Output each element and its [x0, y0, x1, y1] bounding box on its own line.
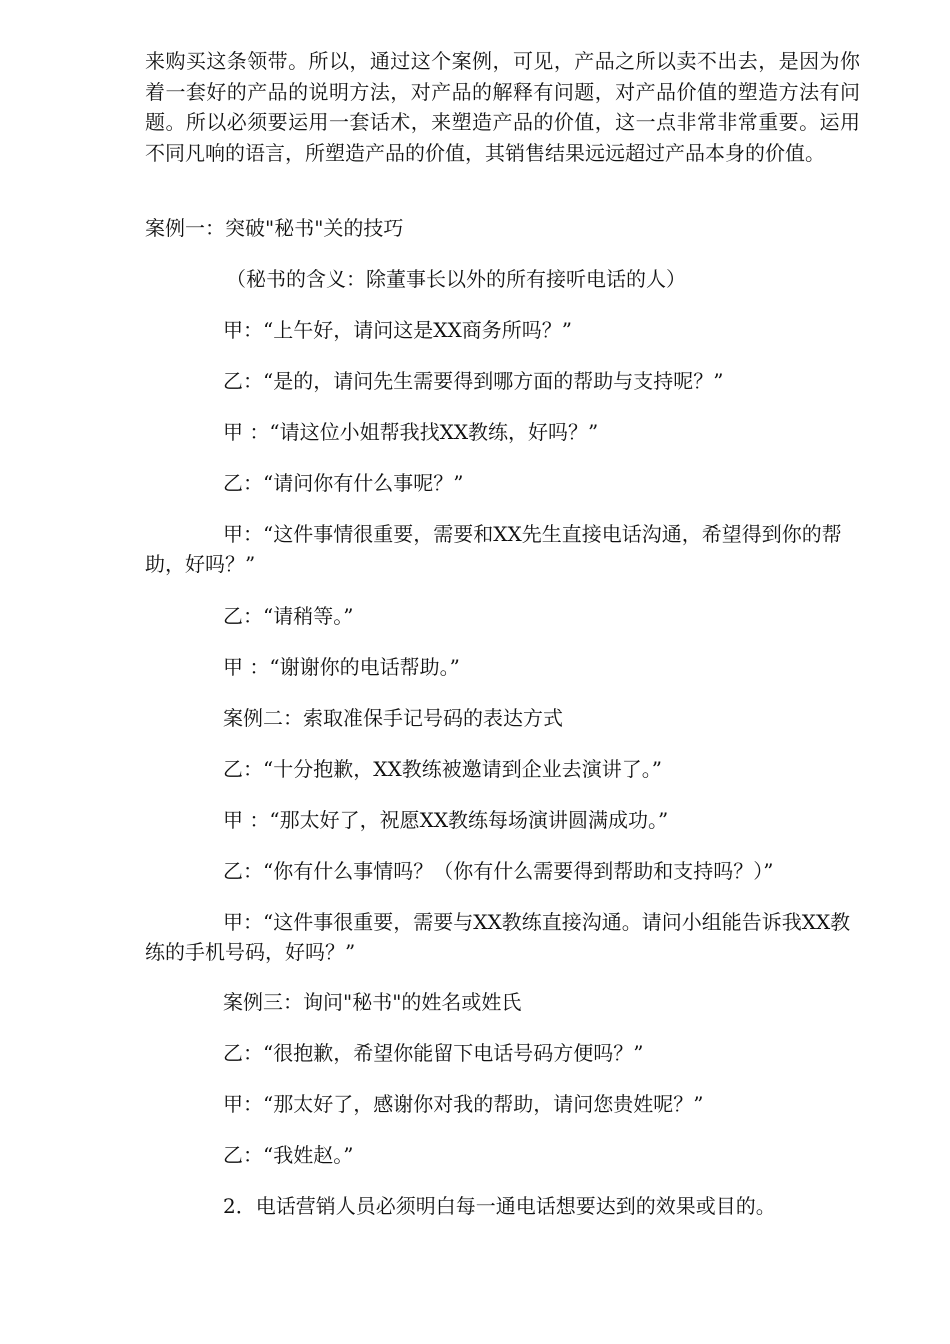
- dialogue-line: 甲 ：“请这位小姐帮我找XX教练，好吗？”: [223, 420, 599, 444]
- dialogue-line: 甲：“上午好，请问这是XX商务所吗？”: [223, 318, 572, 342]
- dialogue-line: 乙：“请问你有什么事呢？”: [223, 471, 464, 495]
- dialogue-line: 乙：“请稍等。”: [223, 604, 354, 628]
- dialogue-line: 乙：“你有什么事情吗？（你有什么需要得到帮助和支持吗？）”: [223, 859, 774, 883]
- case1-note: （秘书的含义：除董事长以外的所有接听电话的人）: [226, 267, 686, 291]
- dialogue-line: 乙：“我姓赵。”: [223, 1143, 354, 1167]
- dialogue-line: 乙：“是的，请问先生需要得到哪方面的帮助与支持呢？”: [223, 369, 724, 393]
- case1-title: 案例一：突破"秘书"关的技巧: [145, 216, 404, 240]
- case3-title: 案例三：询问"秘书"的姓名或姓氏: [223, 990, 522, 1014]
- point-2: 2．电话营销人员必须明白每一通电话想要达到的效果或目的。: [223, 1194, 776, 1218]
- intro-paragraph: 来购买这条领带。所以，通过这个案例，可见，产品之所以卖不出去，是因为你着一套好的产品的说明方法，对产品的解释有问题，对产品价值的塑造方法有问题。所以必须要运用一套话术，来塑造产品的价值，这一点非常非常重要。运用不同凡响的语言，所塑造产品的价值，其销售结果远远超过产品本身的价值。: [145, 49, 860, 165]
- case2-title: 案例二：索取准保手记号码的表达方式: [223, 706, 563, 730]
- dialogue-line: 乙：“很抱歉，希望你能留下电话号码方便吗？”: [223, 1041, 644, 1065]
- dialogue-line: 乙：“十分抱歉，XX教练被邀请到企业去演讲了。”: [223, 757, 662, 781]
- dialogue-line: 甲：“这件事很重要，需要与XX教练直接沟通。请问小组能告诉我XX教练的手机号码，好吗？”: [145, 910, 851, 964]
- dialogue-line: 甲 ：“谢谢你的电话帮助。”: [223, 655, 460, 679]
- dialogue-line: 甲 ：“那太好了，祝愿XX教练每场演讲圆满成功。”: [223, 808, 669, 832]
- dialogue-line: 甲：“那太好了，感谢你对我的帮助，请问您贵姓呢？”: [223, 1092, 704, 1116]
- dialogue-line: 甲：“这件事情很重要，需要和XX先生直接电话沟通，希望得到你的帮助，好吗？”: [145, 522, 842, 576]
